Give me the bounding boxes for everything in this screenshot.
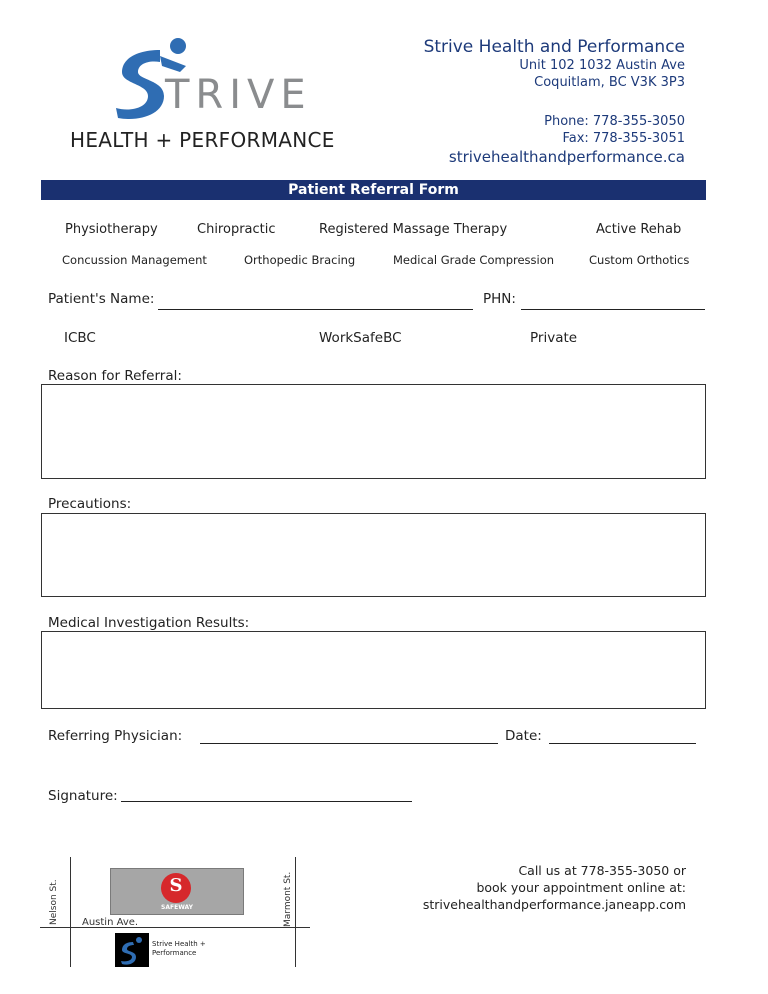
footer-booking-link[interactable]: strivehealthandperformance.janeapp.com — [422, 897, 686, 912]
logo-subtitle: HEALTH + PERFORMANCE — [70, 128, 335, 152]
clinic-website[interactable]: strivehealthandperformance.ca — [448, 148, 685, 166]
austin-avenue-label: Austin Ave. — [82, 917, 139, 928]
service-chiropractic[interactable]: Chiropractic — [197, 222, 276, 237]
service-concussion-management[interactable]: Concussion Management — [62, 253, 207, 267]
service-custom-orthotics[interactable]: Custom Orthotics — [589, 253, 690, 267]
safeway-building — [110, 868, 244, 915]
location-map — [40, 855, 310, 970]
clinic-address-line1: Unit 102 1032 Austin Ave — [519, 58, 685, 73]
marmont-street-label: Marmont St. — [283, 871, 293, 927]
coverage-worksafebc[interactable]: WorkSafeBC — [319, 330, 402, 346]
precautions-label: Precautions: — [48, 496, 132, 512]
physician-field[interactable] — [200, 743, 498, 744]
footer-contact — [423, 862, 686, 913]
marmont-street-line — [295, 857, 296, 967]
phn-field[interactable] — [521, 309, 705, 310]
service-physiotherapy[interactable]: Physiotherapy — [65, 222, 158, 237]
clinic-phone: Phone: 778-355-3050 — [544, 114, 685, 129]
reason-label: Reason for Referral: — [48, 368, 182, 384]
date-label: Date: — [505, 728, 542, 744]
clinic-name: Strive Health and Performance — [423, 37, 685, 57]
footer-line1: Call us at 778-355-3050 or — [518, 863, 686, 878]
nelson-street-label: Nelson St. — [49, 879, 59, 925]
coverage-private[interactable]: Private — [530, 330, 578, 346]
service-active-rehab[interactable]: Active Rehab — [596, 222, 682, 237]
investigation-label: Medical Investigation Results: — [48, 615, 250, 631]
logo-word: TRIVE — [165, 72, 312, 118]
date-field[interactable] — [549, 743, 696, 744]
investigation-textbox[interactable] — [41, 631, 706, 709]
clinic-fax: Fax: 778-355-3051 — [562, 131, 685, 146]
strive-marker-label: Strive Health + Performance — [152, 940, 206, 957]
service-massage-therapy[interactable]: Registered Massage Therapy — [319, 222, 508, 237]
strive-marker-icon — [115, 933, 149, 967]
service-orthopedic-bracing[interactable]: Orthopedic Bracing — [244, 253, 356, 267]
reason-textbox[interactable] — [41, 384, 706, 479]
signature-field[interactable] — [121, 801, 412, 802]
form-title: Patient Referral Form — [41, 180, 706, 200]
phn-label: PHN: — [483, 291, 516, 307]
signature-label: Signature: — [48, 788, 118, 804]
clinic-address-line2: Coquitlam, BC V3K 3P3 — [534, 75, 685, 90]
nelson-street-line — [70, 857, 71, 967]
patient-name-field[interactable] — [158, 309, 473, 310]
physician-label: Referring Physician: — [48, 728, 183, 744]
coverage-icbc[interactable]: ICBC — [64, 330, 96, 346]
precautions-textbox[interactable] — [41, 513, 706, 597]
footer-line2: book your appointment online at: — [476, 880, 686, 895]
safeway-logo-icon: S — [161, 873, 191, 903]
patient-name-label: Patient's Name: — [48, 291, 155, 307]
austin-avenue-line — [40, 927, 310, 928]
safeway-label: SAFEWAY — [161, 904, 193, 911]
service-compression[interactable]: Medical Grade Compression — [393, 253, 555, 267]
